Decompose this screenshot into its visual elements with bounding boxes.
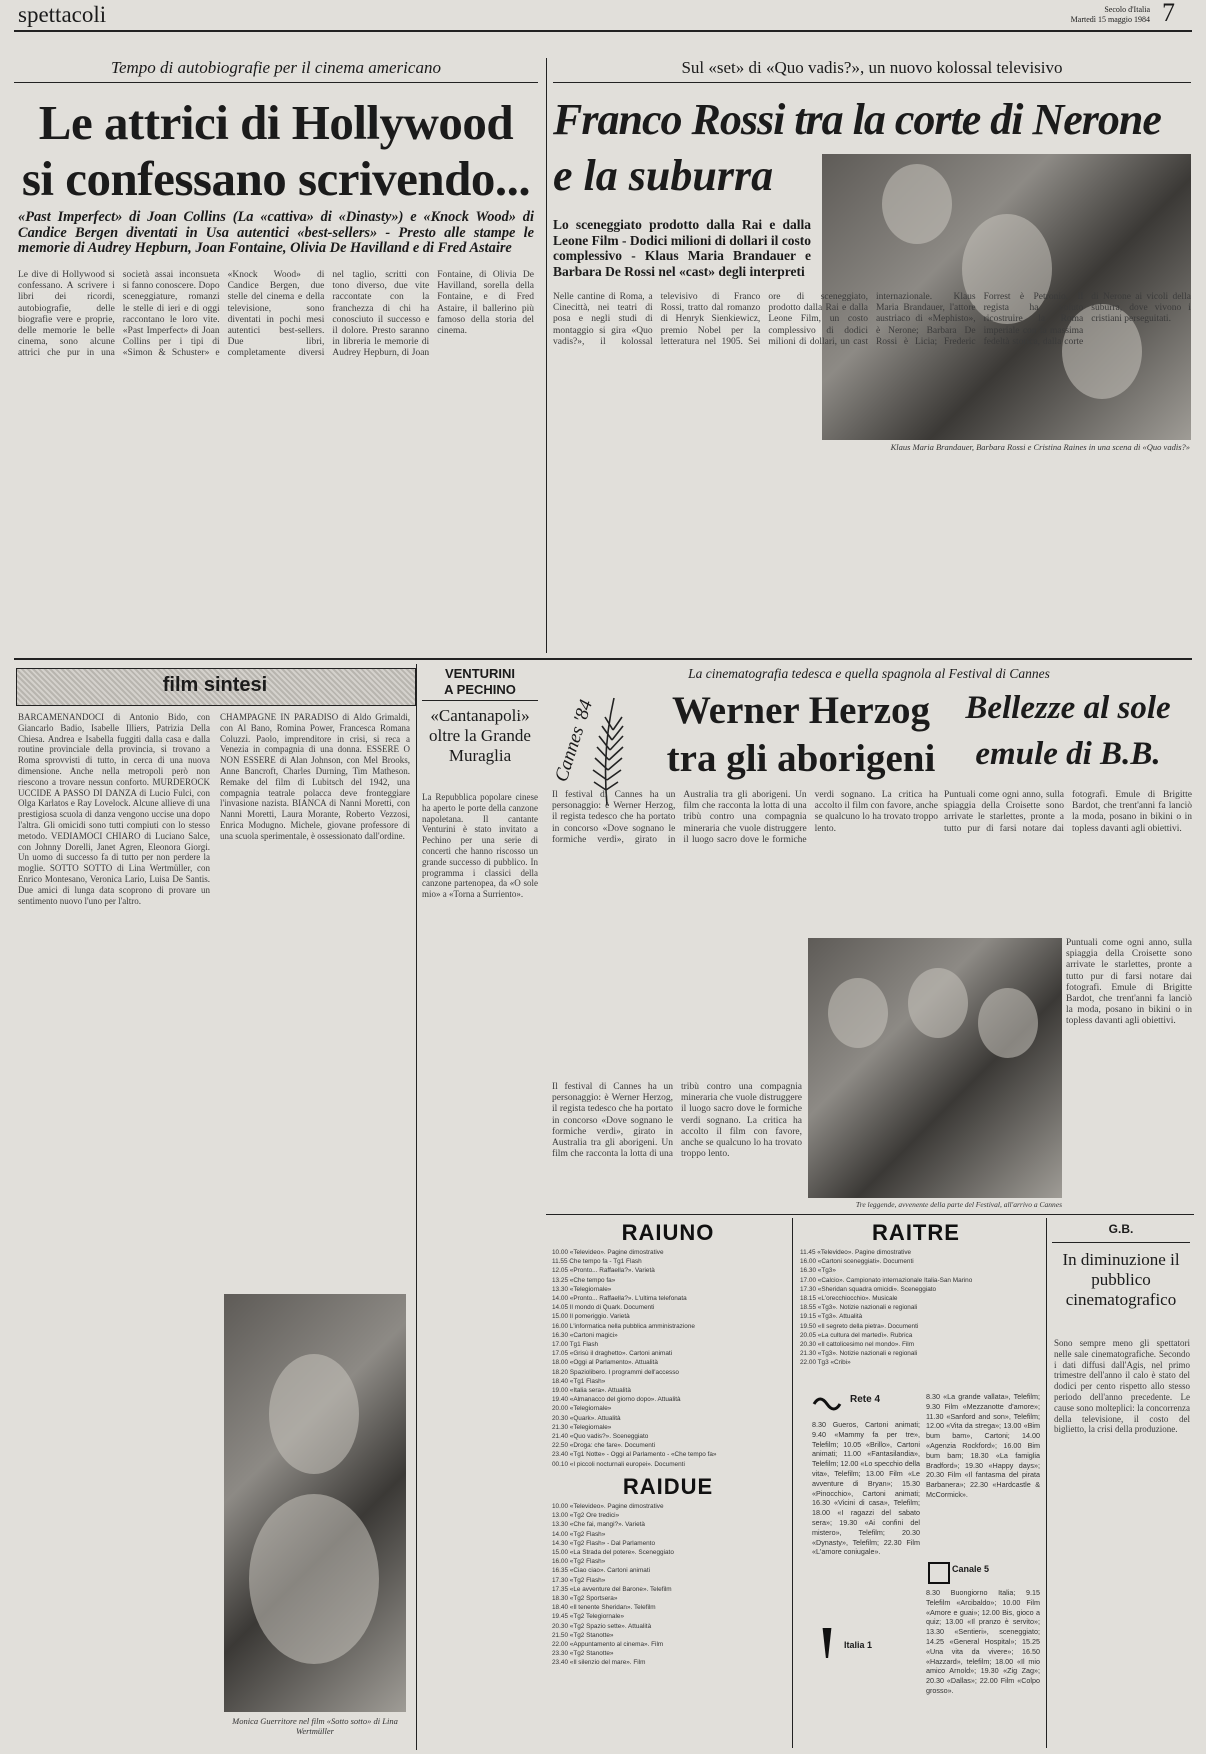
tv-listing: 21.40 «Quo vadis?». Sceneggiato xyxy=(552,1433,649,1441)
tv-listing: 18.40 «Tg1 Flash» xyxy=(552,1377,606,1385)
header-rule xyxy=(14,30,1192,32)
tv-listing: 19.00 «Italia sera». Attualità xyxy=(552,1387,631,1395)
tv-listing: 16.30 «Cartoni magici» xyxy=(552,1331,618,1339)
venturini-title: «Cantanapoli» oltre la Grande Muraglia xyxy=(429,706,531,765)
mid-rule xyxy=(14,658,1192,660)
tv-listing: 13.30 «Telegiornale» xyxy=(552,1285,612,1293)
tv-listing: 18.40 «Il tenente Sheridan». Telefilm xyxy=(552,1604,656,1612)
raitre-schedule xyxy=(800,1248,1038,1384)
diminuzione-title: In diminuzione il pubblico cinematografico xyxy=(1062,1250,1180,1309)
tv-listing: 11.45 «Televideo». Pagine dimostrative xyxy=(800,1249,912,1256)
tv-listing: 17.00 «Calcio». Campionato internazionale Italia-San Marino xyxy=(800,1276,973,1284)
venturini-kicker-2: A PECHINO xyxy=(444,682,516,697)
diminuzione-kicker: G.B. xyxy=(1108,1222,1134,1236)
tv-listing: 23.40 «Tg1 Notte» - Oggi al Parlamento - «Che tempo fa» xyxy=(552,1451,717,1459)
section-label: spettacoli xyxy=(18,2,107,27)
venturini-body: La Repubblica popolare cinese ha aperto le porte della canzone napoletana. Il cantante Venturini è stato invitato a Pechino per una serie di concerti che hanno riscosso un grande successo di pubblico. In programma i classici della canzone partenopea, da «O sole mio» a «Torna a Surriento». xyxy=(422,792,538,900)
film-sintesi-body-2: CHAMPAGNE IN PARADISO di Aldo Grimaldi, con Al Bano, Romina Power, Francesca Romana Coluzzi. Paolo, imprenditore in crisi, si reca a Venezia in compagnia di una donna. ESSERE O NON ESSERE di Alan Johnson, con Mel Brooks, Anne Bancroft, Charles Durning, Tim Matheson. Remake del film di Lubitsch del 1942, una compagnia teatrale polacca deve fronteggiare l'invasione nazista. BIANCA di Nanni Moretti, con Nanni Moretti, Laura Morante, Roberto Vezzosi, Enrica Modugno. Michele, giovane professore di una scuola sperimentale, è ossessionato dall'ordine. xyxy=(220,712,410,841)
tv-listing: 19.50 «Il segreto della pietra». Documenti xyxy=(800,1322,919,1330)
tv-divider xyxy=(792,1218,793,1748)
canale5-logo xyxy=(928,1562,950,1584)
cannes-body-upper: Il festival di Cannes ha un personaggio: è Werner Herzog, il regista tedesco che ha portato in concorso «Dove sognano le formiche verdi», girato in Australia tra gli aborigeni. Un film che racconta la lotta di una tribù contro una compagnia mineraria che vuole distruggere il luogo sacro dove le formiche verdi sognano. La critica ha accolto il film con favore, anche se qualcuno lo ha trovato troppo lento. xyxy=(552,790,938,845)
raiuno-schedule xyxy=(552,1248,788,1470)
tv-listing: 16.00 «Tg2 Flash» xyxy=(552,1558,606,1566)
tv-listing: 19.15 «Tg3». Attualità xyxy=(800,1313,863,1321)
hollywood-summary: «Past Imperfect» di Joan Collins (La «cattiva» di «Dinasty») e «Knock Wood» di Candice Bergen diventati in Usa autentici «best-sellers» - Presto alle stampe le memorie di Audrey Hepburn, Joan Fontaine, Olivia De Havilland e di Fred Astaire xyxy=(18,209,534,256)
tv-listing: 22.50 «Droga: che fare». Documenti xyxy=(552,1442,656,1450)
tv-listing: 12.05 «Pronto... Raffaella?». Varietà xyxy=(552,1267,655,1275)
rete4-schedule: 8.30 Gueros, Cartoni animati; 9.40 «Mammy fa per tre», Telefilm; 10.05 «Brillo», Cartoni animati; 11.00 «Fantasilandia», Telefilm; 12.00 «Lo specchio della vita», Telefilm; 13.00 Film «Le avventure di Bryan»; 15.30 «Pinocchio», Cartoni animati; 16.30 «Vicini di casa», Telefilm; 18.00 «I ragazzi del sabato sera»; 19.30 «Ai confini del mistero», Telefilm; 20.30 «Dynasty», Telefilm; 22.30 Film «L'amore coniugale». xyxy=(812,1420,920,1557)
rossi-kicker-rule xyxy=(553,82,1191,83)
italia1-schedule: 8.30 «La grande vallata», Telefilm; 9.30 Film «Mezzanotte d'amore»; 11.30 «Sanford and son», Telefilm; 12.00 «Vita da strega»; 13.00 «Bim bum bam», Cartoni; 14.00 «Agenzia Rockford»; 16.00 Bim bum bam; 18.30 «La famiglia Bradford»; 19.30 «Happy days»; 20.30 Film «Il fantasma del pirata Barbanera»; 22.30 «Hardcastle & McCormick». xyxy=(926,1392,1040,1499)
hollywood-body: Le dive di Hollywood si confessano. A scrivere i libri dei ricordi, autobiografie, delle biografie vere e proprie, delle memorie le belle cinema, sono alcune attrici che pur in una società assai inconsueta si fanno conoscere. Dopo sceneggiature, romanzi le stelle di ieri e di oggi raccontano le loro vite. «Past Imperfect» di Joan Collins per i tipi di «Simon & Schuster» e «Knock Wood» di Candice Bergen, due stelle del cinema e della televisione, sono diventati in pochi mesi autentici best-sellers. Due libri, completamente diversi nel taglio, scritti con tono diverso, due vite raccontate con la franchezza di chi ha conosciuto il successo e il dolore. Presto saranno in libreria le memorie di Audrey Hepburn, di Joan Fontaine, di Olivia De Havilland, sorella della Fontaine, e di Fred Astaire, il ballerino più famoso della storia del cinema. xyxy=(18,270,534,359)
tv-top-rule xyxy=(546,1214,1194,1215)
hollywood-kicker: Tempo di autobiografie per il cinema americano xyxy=(111,58,441,77)
cannes-title-line1: Werner Herzog xyxy=(671,689,931,732)
hollywood-title-line2: si confessano scrivendo... xyxy=(21,151,531,206)
hollywood-kicker-rule xyxy=(14,82,538,83)
page-number: 7 xyxy=(1162,0,1175,27)
cannes-logo-text: Cannes '84 xyxy=(550,697,598,785)
tv-listing: 18.00 «Oggi al Parlamento». Attualità xyxy=(552,1359,658,1367)
diminuzione-rule xyxy=(1052,1242,1190,1243)
tv-listing: 14.30 «Tg2 Flash» - Dal Parlamento xyxy=(552,1539,656,1547)
rossi-title-line1: Franco Rossi tra la corte di Nerone xyxy=(553,95,1161,144)
paper-name: Secolo d'Italia xyxy=(1104,5,1150,14)
tv-listing: 21.30 «Tg3». Notizie nazionali e regionali xyxy=(800,1350,918,1358)
rete4-name: Rete 4 xyxy=(850,1394,881,1405)
bellezze-body-right: Puntuali come ogni anno, sulla spiaggia della Croisette sono arrivate le starlettes, pronte a tutto pur di farsi notare dai fotografi. Emule di Brigitte Bardot, che trent'anni fa lanciò la moda, posano in bikini o in topless davanti agli obiettivi. xyxy=(1066,938,1192,1027)
diminuzione-divider xyxy=(1046,1218,1047,1748)
tv-listing: 14.00 «Pronto... Raffaella?». L'ultima telefonata xyxy=(552,1295,687,1303)
canale5-schedule: 8.30 Buongiorno Italia; 9.15 Telefilm «Arcibaldo»; 10.00 Film «Amore e guai»; 12.00 Bis, gioco a quiz; 13.00 «Il pranzo è servito»; 13.30 «Sentieri», sceneggiato; 14.25 «General Hospital»; 15.25 «Una vita da vivere»; 16.50 «Hazzard», telefilm; 18.00 «Il mio amico Arnold»; 19.30 «Zig Zag»; 20.30 «Dallas»; 22.00 Film «Colpo grosso». xyxy=(926,1588,1040,1695)
tv-listing: 19.45 «Tg2 Telegiornale» xyxy=(552,1613,625,1621)
film-sintesi-body: BARCAMENANDOCI di Antonio Bido, con Giancarlo Badio, Isabelle Illiers, Patrizia Della Chiesa. Andrea e Isabella fuggiti dalla casa e dalla routine provinciale della provincia, si trovano a Roma sprovvisti di tutto, in cerca di una nuova dimensione. Anche nella metropoli però non riescono a trovare nessun conforto. MURDEROCK UCCIDE A PASSO DI DANZA di Lucio Fulci, con Olga Karlatos e Ray Lovelock. Alcune allieve di una prestigiosa scuola di danza vengono uccise una dopo l'altra. Gli omicidi sono tutti compiuti con lo stesso metodo. VEDIAMOCI CHIARO di Luciano Salce, con Johnny Dorelli, Janet Agren, Eleonora Giorgi. Un uomo di successo fa di tutto per non perdere la moglie. SOTTO SOTTO di Lina Wertmüller, con Enrico Montesano, Veronica Lario, Luisa De Santis. Due amici di lunga data scoprono di provare un sentimento nuovo l'uno per l'altro. xyxy=(18,712,210,906)
tv-listing: 13.00 «Tg2 Ore tredici» xyxy=(552,1512,620,1520)
tv-listing: 14.05 Il mondo di Quark. Documenti xyxy=(552,1304,655,1312)
tv-listing: 18.55 «Tg3». Notizie nazionali e regionali xyxy=(800,1304,918,1312)
tv-listing: 16.00 L'informatica nella pubblica amministrazione xyxy=(552,1322,695,1330)
diminuzione-body: Sono sempre meno gli spettatori nelle sale cinematografiche. Secondo i dati diffusi dall'Agis, nel primo trimestre dell'anno il calo è stato del dodici per cento rispetto allo stesso periodo dell'anno precedente. Le cause sono molteplici: la concorrenza della televisione, il costo del biglietto, la crisi della produzione. xyxy=(1054,1338,1190,1435)
tv-listing: 20.30 «Il cattolicesimo nel mondo». Film xyxy=(800,1341,915,1349)
raitre-logo: RAITRE xyxy=(872,1220,960,1245)
tv-listing: 17.35 «Le avventure del Barone». Telefilm xyxy=(552,1585,672,1593)
bellezze-title-line1: Bellezze al sole xyxy=(965,690,1171,726)
tv-listing: 16.00 «Cartoni sceneggiati». Documenti xyxy=(800,1258,914,1266)
guerritore-caption: Monica Guerritore nel film «Sotto sotto» di Lina Wertmüller xyxy=(232,1716,398,1736)
film-sintesi-heading: film sintesi xyxy=(162,674,268,696)
main-column-divider xyxy=(546,58,547,653)
tv-listing: 15.00 Il pomeriggio. Varietà xyxy=(552,1313,630,1321)
tv-listing: 14.00 «Tg2 Flash» xyxy=(552,1530,606,1538)
venturini-rule xyxy=(422,700,538,701)
tv-listing: 22.00 «Appuntamento al cinema». Film xyxy=(552,1641,664,1649)
tv-listing: 13.25 «Che tempo fa» xyxy=(552,1276,616,1284)
tv-listing: 16.30 «Tg3» xyxy=(800,1267,836,1275)
bellezze-title-line2: emule di B.B. xyxy=(975,736,1161,772)
tv-listing: 22.00 Tg3 «Cribi» xyxy=(800,1359,851,1367)
quo-vadis-caption: Klaus Maria Brandauer, Barbara Rossi e Cristina Raines in una scena di «Quo vadis?» xyxy=(890,442,1190,452)
tv-listing: 18.20 Spaziolibero. I programmi dell'accesso xyxy=(552,1368,679,1376)
tv-listing: 21.30 «Telegiornale» xyxy=(552,1423,612,1431)
tv-listing: 19.40 «Almanacco del giorno dopo». Attualità xyxy=(552,1396,681,1404)
rossi-title-line2: e la suburra xyxy=(553,151,774,200)
tv-listing: 20.30 «Tg2 Spazio sette». Attualità xyxy=(552,1622,652,1630)
tv-listing: 16.35 «Ciao ciao». Cartoni animati xyxy=(552,1567,651,1575)
rete4-logo xyxy=(812,1392,842,1421)
tv-listing: 15.00 «La Strada del potere». Sceneggiato xyxy=(552,1549,674,1557)
tv-listing: 23.30 «Tg2 Stanotte» xyxy=(552,1650,614,1658)
tv-listing: 17.00 Tg1 Flash xyxy=(552,1341,599,1349)
issue-date: Martedì 15 maggio 1984 xyxy=(1070,15,1150,24)
cannes-kicker: La cinematografia tedesca e quella spagnola al Festival di Cannes xyxy=(688,666,1050,681)
tv-listing: 17.30 «Sheridan squadra omicidi». Sceneggiato xyxy=(800,1285,937,1293)
bellezze-body: Puntuali come ogni anno, sulla spiaggia della Croisette sono arrivate le starlettes, pronte a tutto pur di farsi notare dai fotografi. Emule di Brigitte Bardot, che trent'anni fa lanciò la moda, posano in bikini o in topless davanti agli obiettivi. xyxy=(944,790,1192,834)
tv-listing: 00.10 «I piccoli nocturnali europei». Documenti xyxy=(552,1460,685,1468)
tv-listing: 17.05 «Grisù il draghetto». Cartoni animati xyxy=(552,1350,673,1358)
tv-listing: 10.00 «Televideo». Pagine dimostrative xyxy=(552,1249,664,1256)
rossi-kicker: Sul «set» di «Quo vadis?», un nuovo kolossal televisivo xyxy=(681,58,1063,77)
italia1-name: Italia 1 xyxy=(844,1640,873,1650)
divider-sintesi xyxy=(416,664,417,1750)
raidue-logo: RAIDUE xyxy=(622,1474,714,1499)
cannes-body-left: Il festival di Cannes ha un personaggio: è Werner Herzog, il regista tedesco che ha portato in concorso «Dove sognano le formiche verdi», girato in Australia tra gli aborigeni. Un film che racconta la lotta di una tribù contro una compagnia mineraria che vuole distruggere il luogo sacro dove le formiche verdi sognano. La critica ha accolto il film con favore, anche se qualcuno lo ha trovato troppo lento. xyxy=(552,1082,802,1160)
tv-listing: 13.30 «Che fai, mangi?». Varietà xyxy=(552,1521,645,1529)
tv-listing: 18.15 «L'orecchiocchio». Musicale xyxy=(800,1295,898,1303)
tv-listing: 11.55 Che tempo fa - Tg1 Flash xyxy=(552,1258,642,1266)
tv-listing: 20.30 «Quark». Attualità xyxy=(552,1414,621,1422)
rossi-summary: Lo sceneggiato prodotto dalla Rai e dalla Leone Film - Dodici milioni di dollari il costo complessivo - Klaus Maria Brandauer e Barbara De Rossi nel «cast» degli interpreti xyxy=(553,217,811,279)
cannes-photo xyxy=(808,938,1062,1198)
tv-listing: 20.05 «La cultura del martedì». Rubrica xyxy=(800,1331,913,1339)
tv-listing: 10.00 «Televideo». Pagine dimostrative xyxy=(552,1503,664,1510)
tv-listing: 23.40 «Il silenzio del mare». Film xyxy=(552,1659,646,1667)
tv-listing: 17.30 «Tg2 Flash» xyxy=(552,1576,606,1584)
guerritore-photo xyxy=(224,1294,406,1712)
cannes-photo-caption: Tre leggende, avvenente della parte del Festival, all'arrivo a Cannes xyxy=(855,1200,1062,1209)
venturini-kicker-1: VENTURINI xyxy=(444,666,516,681)
hollywood-title-line1: Le attrici di Hollywood xyxy=(38,95,514,150)
tv-listing: 21.50 «Tg2 Stanotte» xyxy=(552,1631,614,1639)
raidue-schedule xyxy=(552,1502,788,1744)
canale5-name: Canale 5 xyxy=(952,1564,990,1574)
rossi-body: Nelle cantine di Roma, a Cinecittà, nei teatri di posa e negli studi di montaggio si gira «Quo vadis?», il kolossal televisivo di Franco Rossi, tratto dal romanzo di Henryk Sienkiewicz, premio Nobel per la letteratura nel 1905. Sei ore di sceneggiato, prodotto dalla Rai e dalla Leone Film, un costo complessivo di dodici milioni di dollari, un cast internazionale. Klaus Maria Brandauer, l'attore austriaco di «Mephisto», è Nerone; Barbara De Rossi è Licia; Frederic Forrest è Petronio. Il regista ha voluto ricostruire la Roma imperiale con la massima fedeltà storica, dalla corte di Nerone ai vicoli della suburra, dove vivono i cristiani perseguitati. xyxy=(553,292,1191,347)
raiuno-logo: RAIUNO xyxy=(621,1220,715,1245)
cannes-title-line2: tra gli aborigeni xyxy=(666,737,936,780)
tv-listing: 18.30 «Tg2 Sportsera» xyxy=(552,1595,618,1603)
tv-listing: 20.00 «Telegiornale» xyxy=(552,1405,612,1413)
